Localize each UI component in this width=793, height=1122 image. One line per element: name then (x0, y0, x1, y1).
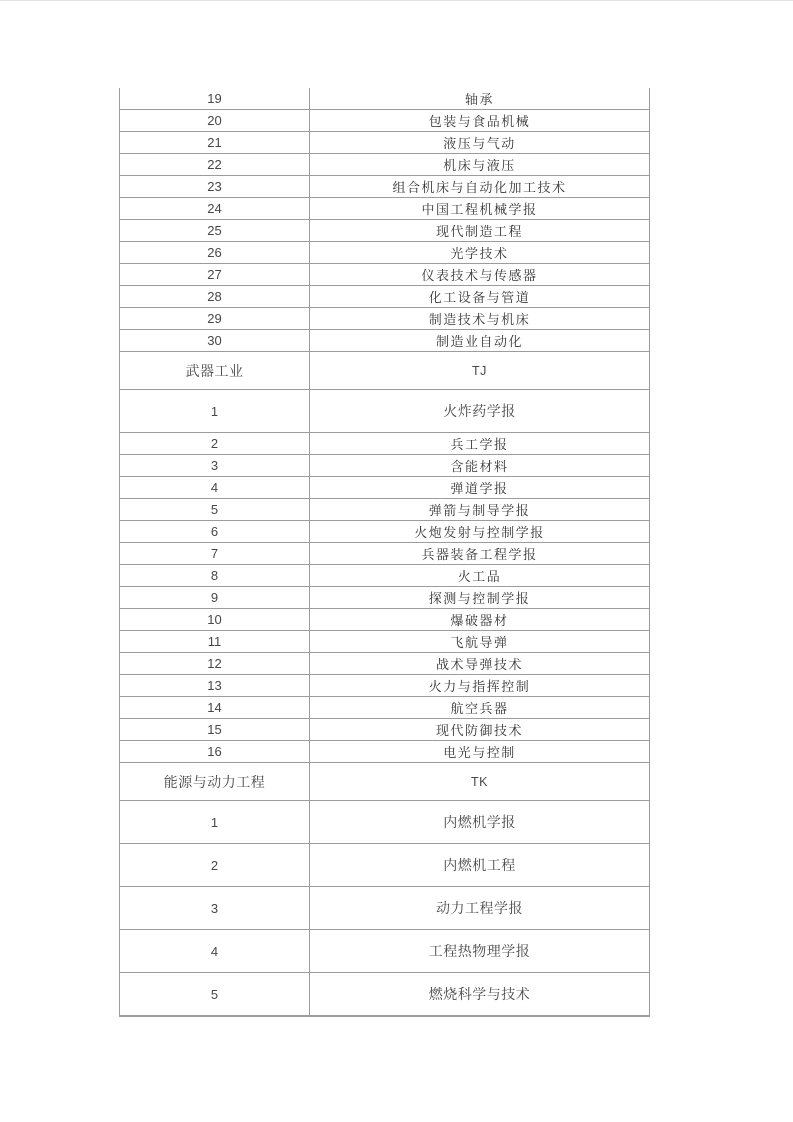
table-row (120, 220, 650, 242)
journal-index-cell: 26 (120, 242, 310, 264)
journal-name-cell: 飞航导弹 (310, 631, 650, 653)
journal-name-cell: 探测与控制学报 (310, 587, 650, 609)
journal-name-cell: 兵器装备工程学报 (310, 543, 650, 565)
journal-index-cell: 6 (120, 521, 310, 543)
journal-name-cell: 航空兵器 (310, 697, 650, 719)
journal-name-cell: 化工设备与管道 (310, 286, 650, 308)
journal-name-cell: 机床与液压 (310, 154, 650, 176)
journal-index-cell: 10 (120, 609, 310, 631)
table-row (120, 543, 650, 565)
table-row (120, 132, 650, 154)
table-row (120, 308, 650, 330)
table-row (120, 264, 650, 286)
table-row (120, 844, 650, 887)
journal-classification-table (119, 88, 650, 1017)
journal-name-cell: 火力与指挥控制 (310, 675, 650, 697)
journal-index-cell: 28 (120, 286, 310, 308)
table-row (120, 88, 650, 110)
table-row (120, 653, 650, 675)
table-row (120, 675, 650, 697)
journal-name-cell: 制造技术与机床 (310, 308, 650, 330)
journal-name-cell: 制造业自动化 (310, 330, 650, 352)
journal-index-cell: 11 (120, 631, 310, 653)
journal-name-cell: 液压与气动 (310, 132, 650, 154)
journal-table-body (120, 88, 650, 1016)
table-row (120, 521, 650, 543)
journal-name-cell: 爆破器材 (310, 609, 650, 631)
table-row (120, 741, 650, 763)
table-row (120, 801, 650, 844)
journal-name-cell: 兵工学报 (310, 433, 650, 455)
table-row (120, 973, 650, 1017)
journal-name-cell: 含能材料 (310, 455, 650, 477)
journal-name-cell: 燃烧科学与技术 (310, 973, 650, 1017)
journal-index-cell: 2 (120, 844, 310, 887)
journal-index-cell: 27 (120, 264, 310, 286)
table-row (120, 719, 650, 741)
journal-index-cell: 15 (120, 719, 310, 741)
table-row (120, 433, 650, 455)
journal-index-cell: 29 (120, 308, 310, 330)
journal-index-cell: 22 (120, 154, 310, 176)
journal-name-cell: 内燃机学报 (310, 801, 650, 844)
journal-name-cell: 电光与控制 (310, 741, 650, 763)
journal-index-cell: 2 (120, 433, 310, 455)
table-row (120, 198, 650, 220)
journal-name-cell: 组合机床与自动化加工技术 (310, 176, 650, 198)
journal-index-cell: 20 (120, 110, 310, 132)
journal-index-cell: 3 (120, 455, 310, 477)
table-row (120, 154, 650, 176)
journal-index-cell: 21 (120, 132, 310, 154)
page-top-edge (0, 0, 793, 1)
journal-index-cell: 24 (120, 198, 310, 220)
journal-name-cell: 光学技术 (310, 242, 650, 264)
table-row (120, 587, 650, 609)
journal-index-cell: 25 (120, 220, 310, 242)
journal-index-cell: 5 (120, 499, 310, 521)
journal-name-cell: 轴承 (310, 88, 650, 110)
table-row (120, 887, 650, 930)
table-row (120, 609, 650, 631)
journal-name-cell: 动力工程学报 (310, 887, 650, 930)
journal-index-cell: 4 (120, 930, 310, 973)
journal-index-cell: 30 (120, 330, 310, 352)
table-row (120, 176, 650, 198)
classification-code-cell: TK (310, 763, 650, 801)
table-row (120, 477, 650, 499)
journal-name-cell: 工程热物理学报 (310, 930, 650, 973)
journal-index-cell: 7 (120, 543, 310, 565)
table-row (120, 697, 650, 719)
journal-name-cell: 火炸药学报 (310, 390, 650, 433)
table-row (120, 631, 650, 653)
journal-name-cell: 现代防御技术 (310, 719, 650, 741)
journal-name-cell: 包装与食品机械 (310, 110, 650, 132)
table-row (120, 330, 650, 352)
category-name-cell: 能源与动力工程 (120, 763, 310, 801)
table-row (120, 352, 650, 390)
table-row (120, 565, 650, 587)
journal-name-cell: 火炮发射与控制学报 (310, 521, 650, 543)
table-row (120, 499, 650, 521)
journal-index-cell: 14 (120, 697, 310, 719)
journal-index-cell: 5 (120, 973, 310, 1017)
journal-name-cell: 仪表技术与传感器 (310, 264, 650, 286)
journal-name-cell: 弹道学报 (310, 477, 650, 499)
journal-name-cell: 火工品 (310, 565, 650, 587)
journal-index-cell: 4 (120, 477, 310, 499)
journal-index-cell: 3 (120, 887, 310, 930)
table-row (120, 242, 650, 264)
journal-index-cell: 12 (120, 653, 310, 675)
journal-index-cell: 1 (120, 801, 310, 844)
journal-index-cell: 19 (120, 88, 310, 110)
journal-name-cell: 现代制造工程 (310, 220, 650, 242)
category-name-cell: 武器工业 (120, 352, 310, 390)
journal-index-cell: 9 (120, 587, 310, 609)
table-row (120, 930, 650, 973)
table-row (120, 286, 650, 308)
table-row (120, 763, 650, 801)
table-row (120, 455, 650, 477)
classification-code-cell: TJ (310, 352, 650, 390)
journal-index-cell: 8 (120, 565, 310, 587)
journal-name-cell: 弹箭与制导学报 (310, 499, 650, 521)
journal-name-cell: 内燃机工程 (310, 844, 650, 887)
table-row (120, 390, 650, 433)
journal-index-cell: 23 (120, 176, 310, 198)
journal-index-cell: 1 (120, 390, 310, 433)
journal-index-cell: 13 (120, 675, 310, 697)
table-row (120, 110, 650, 132)
journal-index-cell: 16 (120, 741, 310, 763)
journal-name-cell: 中国工程机械学报 (310, 198, 650, 220)
journal-name-cell: 战术导弹技术 (310, 653, 650, 675)
